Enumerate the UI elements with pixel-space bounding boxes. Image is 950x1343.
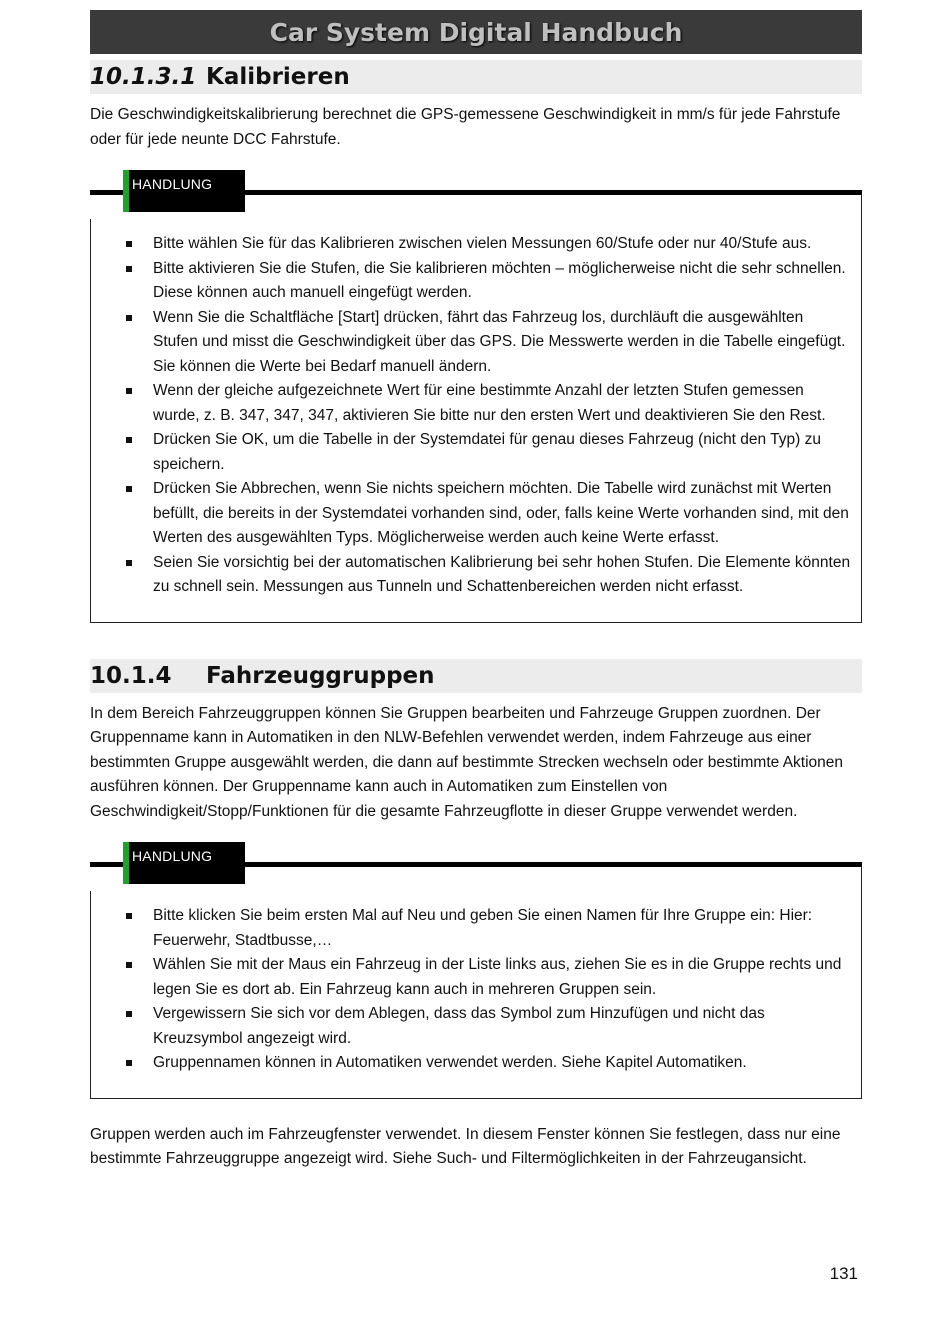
handlung-box-fahrzeuggruppen — [90, 848, 862, 1099]
list-item-text: Bitte aktivieren Sie die Stufen, die Sie kalibrieren möchten – möglicherweise nicht die sehr schnellen. Diese können auch manuell eingefügt werden. — [153, 259, 846, 301]
list-item — [91, 904, 851, 953]
list-item-text: Vergewissern Sie sich vor dem Ablegen, dass das Symbol zum Hinzufügen und nicht das Kreuzsymbol angezeigt wird. — [153, 1005, 765, 1047]
list-item-text: Wählen Sie mit der Maus ein Fahrzeug in der Liste links aus, ziehen Sie es in die Gruppe rechts und legen Sie es dort ab. Ein Fahrzeug kann auch in mehreren Gruppen sein. — [153, 956, 842, 998]
list-item — [91, 953, 851, 1002]
list-item — [91, 551, 851, 600]
list-item-text: Drücken Sie Abbrechen, wenn Sie nichts speichern möchten. Die Tabelle wird zunächst mit Werten befüllt, die bereits in der Systemdatei vorhanden sind, oder, falls keine Werte vorhanden sind, mit den Werten des ausgewählten Typs. Möglicherweise werden auch keine Werte erfasst. — [153, 480, 849, 546]
list-item — [91, 232, 851, 257]
section-title: Fahrzeuggruppen — [206, 662, 435, 689]
document-title: Car System Digital Handbuch — [269, 17, 683, 47]
bullet-icon — [126, 315, 132, 321]
section-title: Kalibrieren — [206, 64, 350, 90]
bullet-icon — [126, 1011, 132, 1017]
page-number: 131 — [829, 1264, 858, 1283]
document-header — [90, 10, 862, 54]
handlung-box-kalibrieren — [90, 176, 862, 623]
section-intro: In dem Bereich Fahrzeuggruppen können Sie Gruppen bearbeiten und Fahrzeuge Gruppen zuordnen. Der Gruppenname kann in Automatiken in den NLW-Befehlen verwendet werden, indem Fahrzeuge aus einer bestimmten Gruppe ausgewählt werden, die dann auf bestimmte Strecken wechseln oder bestimmte Aktionen ausführen können. Der Gruppenname kann auch in Automatiken zum Einstellen von Geschwindigkeit/Stopp/Funktionen für die gesamte Fahrzeugflotte in dieser Gruppe verwendet werden. — [90, 704, 844, 820]
handlung-label: HANDLUNG — [123, 842, 245, 884]
instruction-list — [91, 904, 851, 1076]
list-item-text: Wenn Sie die Schaltfläche [Start] drücken, fährt das Fahrzeug los, durchläuft die ausgewählten Stufen und misst die Geschwindigkeit über das GPS. Die Messwerte werden in die Tabelle eingefügt. Sie können die Werte bei Bedarf manuell ändern. — [153, 308, 846, 375]
section-heading-kalibrieren — [90, 60, 862, 94]
list-item-text: Wenn der gleiche aufgezeichnete Wert für eine bestimmte Anzahl der letzten Stufen gemessen wurde, z. B. 347, 347, 347, aktivieren Sie bitte nur den ersten Wert und deaktivieren Sie den Rest. — [153, 382, 826, 424]
bullet-icon — [126, 388, 132, 394]
section-outro: Gruppen werden auch im Fahrzeugfenster verwendet. In diesem Fenster können Sie festlegen, dass nur eine bestimmte Fahrzeuggruppe angezeigt wird. Siehe Such- und Filtermöglichkeiten in der Fahrzeugansicht. — [90, 1125, 841, 1167]
section-number: 10.1.3.1 — [90, 64, 197, 90]
list-item — [91, 257, 851, 306]
handlung-label: HANDLUNG — [123, 170, 245, 212]
list-item — [91, 379, 851, 428]
instruction-list — [91, 232, 851, 600]
list-item — [91, 428, 851, 477]
bullet-icon — [126, 560, 132, 566]
section-heading-fahrzeuggruppen — [90, 659, 862, 693]
list-item-text: Bitte wählen Sie für das Kalibrieren zwischen vielen Messungen 60/Stufe oder nur 40/Stufe aus. — [153, 235, 812, 252]
list-item — [91, 477, 851, 551]
bullet-icon — [126, 437, 132, 443]
box-rule-gap — [89, 867, 92, 891]
bullet-icon — [126, 266, 132, 272]
list-item-text: Seien Sie vorsichtig bei der automatischen Kalibrierung bei sehr hohen Stufen. Die Elemente könnten zu schnell sein. Messungen aus Tunneln und Schattenbereichen werden nicht erfasst. — [153, 553, 851, 595]
list-item — [91, 306, 851, 380]
bullet-icon — [126, 1060, 132, 1066]
box-rule-gap — [89, 195, 92, 219]
list-item-text: Drücken Sie OK, um die Tabelle in der Systemdatei für genau dieses Fahrzeug (nicht den Typ) zu speichern. — [153, 431, 822, 473]
bullet-icon — [126, 486, 132, 492]
section-intro: Die Geschwindigkeitskalibrierung berechnet die GPS-gemessene Geschwindigkeit in mm/s für jede Fahrstufe oder für jede neunte DCC Fahrstufe. — [90, 106, 841, 148]
list-item — [91, 1002, 851, 1051]
list-item — [91, 1051, 851, 1076]
list-item-text: Bitte klicken Sie beim ersten Mal auf Neu und geben Sie einen Namen für Ihre Gruppe ein: Hier: Feuerwehr, Stadtbusse,… — [153, 907, 813, 949]
document-page — [90, 10, 862, 1172]
bullet-icon — [126, 241, 132, 247]
list-item-text: Gruppennamen können in Automatiken verwendet werden. Siehe Kapitel Automatiken. — [153, 1054, 747, 1071]
bullet-icon — [126, 962, 132, 968]
section-number: 10.1.4 — [90, 662, 172, 689]
bullet-icon — [126, 913, 132, 919]
